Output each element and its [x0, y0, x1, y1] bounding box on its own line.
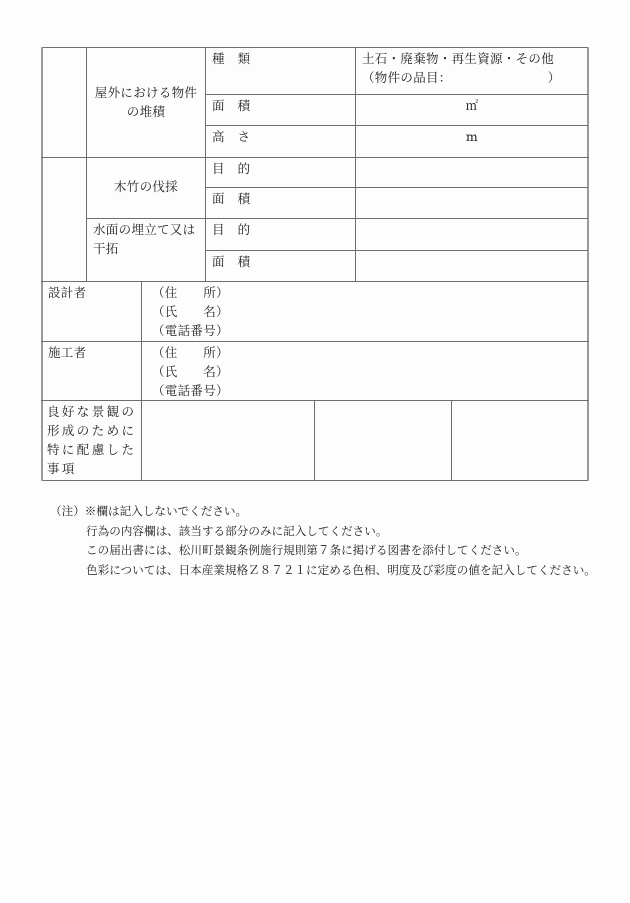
row-line	[41, 341, 589, 342]
deposit-kind-label: 種 類	[212, 51, 251, 66]
logging-purpose-field[interactable]	[356, 158, 587, 187]
reclamation-label-line2: 干拓	[93, 241, 119, 256]
reclamation-area-label: 面 積	[212, 254, 251, 269]
note-item: 行為の内容欄は、該当する部分のみに記入してください。	[86, 523, 388, 538]
landscape-label-line: 特に配慮した	[47, 442, 137, 457]
designer-address-field[interactable]: （住 所）	[152, 285, 229, 300]
note-item: この届出書には、松川町景観条例施行規則第７条に掲げる図書を添付してください。	[86, 543, 527, 557]
table-border-top	[41, 47, 589, 48]
deposit-height-field[interactable]: m	[465, 129, 479, 144]
deposit-area-field[interactable]: ㎡	[465, 98, 479, 113]
deposit-kind-options: 土石・廃棄物・再生資源・その他	[362, 51, 555, 66]
reclamation-area-field[interactable]	[356, 251, 587, 281]
contractor-name-field[interactable]: （氏 名）	[152, 364, 229, 379]
deposit-item-field[interactable]: （物件の品目： ）	[362, 70, 561, 85]
designer-label: 設計者	[48, 285, 87, 300]
logging-area-label: 面 積	[212, 191, 251, 206]
landscape-field-3[interactable]	[452, 401, 587, 480]
reclamation-purpose-label: 目 的	[212, 222, 251, 237]
table-border-bottom	[41, 480, 589, 481]
note-line	[50, 502, 596, 522]
logging-area-field[interactable]	[356, 188, 587, 218]
contractor-label: 施工者	[48, 345, 87, 360]
contractor-phone-field[interactable]: （電話番号）	[152, 383, 229, 398]
notes-section	[50, 502, 596, 580]
reclamation-purpose-field[interactable]	[356, 219, 587, 250]
logging-label: 木竹の伐採	[113, 179, 178, 194]
row-line	[205, 94, 588, 95]
notes-prefix: （注）	[50, 504, 85, 518]
reclamation-label-line1: 水面の埋立て又は	[93, 222, 196, 237]
note-item: ※欄は記入しないでください。	[84, 504, 248, 518]
landscape-field-2[interactable]	[315, 401, 451, 480]
contractor-fields[interactable]	[152, 343, 229, 400]
landscape-field-1[interactable]	[142, 401, 314, 480]
col-line	[205, 47, 206, 281]
landscape-label-line: 形成のために	[47, 423, 137, 438]
designer-name-field[interactable]: （氏 名）	[152, 304, 229, 319]
designer-phone-field[interactable]: （電話番号）	[152, 323, 229, 338]
note-item: 色彩については、日本産業規格Ｚ８７２１に定める色相、明度及び彩度の値を記入してください。	[86, 562, 596, 577]
landscape-label-line: 良好な景観の	[47, 404, 137, 419]
deposit-label-line1: 屋外における物件	[94, 85, 198, 100]
deposit-label	[87, 83, 205, 121]
logging-purpose-label: 目 的	[212, 161, 251, 176]
landscape-label-line: 事項	[47, 461, 77, 476]
deposit-kind-value[interactable]	[362, 49, 561, 87]
row-line	[41, 281, 589, 282]
reclamation-label	[93, 220, 195, 258]
deposit-area-label: 面 積	[212, 98, 251, 113]
deposit-label-line2: の堆積	[126, 104, 166, 119]
row-line	[205, 125, 588, 126]
table-border-left	[41, 47, 43, 481]
landscape-label	[47, 402, 136, 478]
designer-fields[interactable]	[152, 283, 229, 340]
deposit-height-label: 高 さ	[212, 129, 251, 144]
contractor-address-field[interactable]: （住 所）	[152, 345, 229, 360]
